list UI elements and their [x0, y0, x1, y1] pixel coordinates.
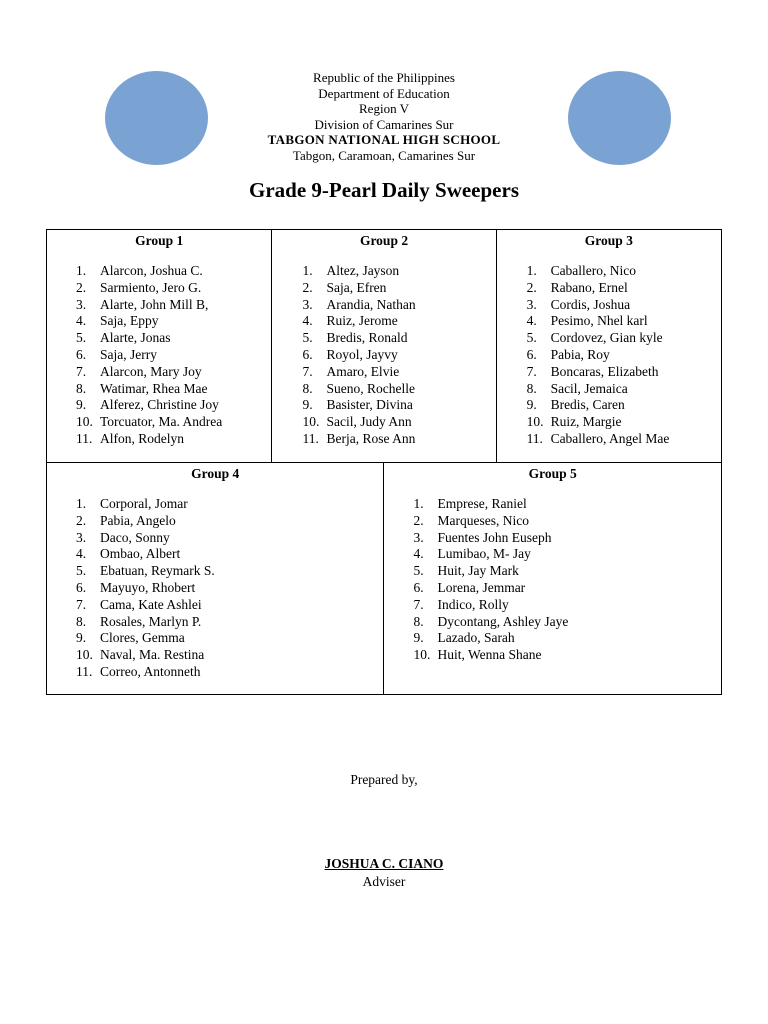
- member-name: Alarte, Jonas: [100, 330, 171, 346]
- member-number: 2.: [526, 279, 537, 295]
- member-number: 5.: [526, 330, 537, 346]
- member-name: Marqueses, Nico: [437, 512, 529, 528]
- member-item: [527, 263, 721, 280]
- header-division: Division of Camarines Sur: [314, 116, 454, 132]
- member-number: 3.: [76, 296, 87, 312]
- member-name: Caballero, Nico: [550, 263, 637, 278]
- member-number: 7.: [413, 596, 424, 612]
- member-name: Arandia, Nathan: [326, 296, 416, 312]
- group-cell: [47, 463, 384, 695]
- letterhead: [0, 70, 768, 163]
- member-name: Boncaras, Elizabeth: [550, 363, 659, 379]
- member-number: 7.: [76, 363, 87, 379]
- member-name: Cordis, Joshua: [550, 296, 631, 312]
- member-name: Ebatuan, Reymark S.: [100, 563, 215, 579]
- member-item: [76, 513, 383, 530]
- member-item: [527, 280, 721, 297]
- member-item: [76, 580, 383, 597]
- member-name: Fuentes John Euseph: [437, 529, 552, 545]
- header-address: Tabgon, Caramoan, Camarines Sur: [292, 147, 476, 163]
- member-number: 10.: [76, 647, 93, 663]
- member-name: Emprese, Raniel: [437, 496, 527, 511]
- member-name: Sarmiento, Jero G.: [100, 279, 202, 295]
- member-name: Lorena, Jemmar: [437, 579, 526, 595]
- member-number: 9.: [302, 397, 313, 413]
- member-name: Dycontang, Ashley Jaye: [437, 613, 569, 629]
- member-name: Sacil, Judy Ann: [326, 414, 412, 430]
- member-name: Alfon, Rodelyn: [100, 430, 184, 446]
- member-item: [302, 263, 495, 280]
- member-name: Indico, Rolly: [437, 596, 509, 612]
- member-number: 7.: [76, 596, 87, 612]
- member-item: [413, 597, 721, 614]
- member-number: 5.: [413, 563, 424, 579]
- member-number: 8.: [526, 380, 537, 396]
- member-name: Corporal, Jomar: [100, 496, 188, 511]
- member-name: Saja, Efren: [326, 279, 387, 295]
- member-number: 1.: [76, 263, 87, 278]
- member-number: 6.: [413, 579, 424, 595]
- member-item: [76, 364, 271, 381]
- member-item: [527, 347, 721, 364]
- member-list: [47, 496, 383, 681]
- member-number: 7.: [302, 363, 313, 379]
- member-name: Rabano, Ernel: [550, 279, 628, 295]
- member-item: [76, 496, 383, 513]
- member-list: [272, 263, 495, 448]
- member-item: [76, 647, 383, 664]
- member-item: [76, 280, 271, 297]
- member-name: Amaro, Elvie: [326, 363, 400, 379]
- member-item: [76, 330, 271, 347]
- groups-table: [46, 229, 722, 463]
- group-title: Group 5: [528, 466, 577, 481]
- signer-name: JOSHUA C. CIANO: [324, 856, 444, 871]
- member-item: [302, 414, 495, 431]
- member-number: 4.: [76, 313, 87, 329]
- group-cell: [272, 230, 496, 463]
- member-item: [76, 630, 383, 647]
- member-number: 9.: [76, 630, 87, 646]
- member-name: Royol, Jayvy: [326, 346, 398, 362]
- member-name: Alarcon, Joshua C.: [100, 263, 203, 278]
- member-number: 10.: [413, 647, 431, 663]
- member-name: Saja, Eppy: [100, 313, 159, 329]
- member-name: Cama, Kate Ashlei: [100, 596, 202, 612]
- member-item: [302, 330, 495, 347]
- member-name: Torcuator, Ma. Andrea: [100, 414, 223, 430]
- member-name: Bredis, Ronald: [326, 330, 408, 346]
- member-item: [302, 313, 495, 330]
- member-name: Huit, Wenna Shane: [437, 647, 542, 663]
- member-number: 1.: [76, 496, 87, 511]
- member-number: 10.: [526, 414, 544, 430]
- member-item: [413, 647, 721, 664]
- member-item: [527, 313, 721, 330]
- member-name: Bredis, Caren: [550, 397, 625, 413]
- member-number: 4.: [526, 313, 537, 329]
- member-name: Mayuyo, Rhobert: [100, 579, 196, 595]
- member-name: Berja, Rose Ann: [326, 430, 416, 446]
- member-item: [76, 414, 271, 431]
- member-number: 11.: [76, 430, 93, 446]
- member-name: Huit, Jay Mark: [437, 563, 519, 579]
- member-number: 1.: [526, 263, 537, 278]
- member-number: 3.: [76, 529, 87, 545]
- member-number: 9.: [413, 630, 424, 646]
- member-item: [302, 297, 495, 314]
- group-cell: [384, 463, 722, 695]
- member-item: [76, 546, 383, 563]
- member-number: 3.: [302, 296, 313, 312]
- member-number: 6.: [302, 346, 313, 362]
- member-number: 2.: [76, 279, 87, 295]
- member-number: 6.: [76, 346, 87, 362]
- member-item: [76, 397, 271, 414]
- member-item: [76, 431, 271, 448]
- member-item: [527, 330, 721, 347]
- member-item: [527, 364, 721, 381]
- member-name: Daco, Sonny: [100, 529, 170, 545]
- member-name: Alarte, John Mill B,: [100, 296, 209, 312]
- header-department: Department of Education: [318, 85, 450, 101]
- group-title: Group 3: [584, 233, 633, 248]
- member-item: [413, 563, 721, 580]
- member-item: [413, 630, 721, 647]
- member-item: [413, 530, 721, 547]
- member-number: 4.: [302, 313, 313, 329]
- member-list: [384, 496, 721, 664]
- member-name: Lumibao, M- Jay: [437, 546, 531, 562]
- group-title: Group 4: [191, 466, 240, 481]
- member-item: [76, 563, 383, 580]
- member-name: Watimar, Rhea Mae: [100, 380, 208, 396]
- member-number: 10.: [76, 414, 93, 430]
- member-item: [413, 513, 721, 530]
- member-number: 5.: [76, 563, 87, 579]
- member-name: Correo, Antonneth: [100, 663, 201, 679]
- member-item: [527, 297, 721, 314]
- member-list: [497, 263, 721, 448]
- member-name: Cordovez, Gian kyle: [550, 330, 663, 346]
- member-name: Pabia, Roy: [550, 346, 610, 362]
- member-number: 8.: [76, 613, 87, 629]
- groups-table-bottom: [46, 462, 722, 695]
- signer-role: Adviser: [362, 874, 406, 889]
- header-region: Region V: [359, 101, 409, 116]
- header-school: TABGON NATIONAL HIGH SCHOOL: [267, 132, 501, 147]
- member-number: 2.: [302, 279, 313, 295]
- member-item: [302, 431, 495, 448]
- member-name: Rosales, Marlyn P.: [100, 613, 202, 629]
- member-name: Ruiz, Jerome: [326, 313, 398, 329]
- member-number: 8.: [302, 380, 313, 396]
- member-number: 11.: [76, 663, 93, 679]
- member-name: Pabia, Angelo: [100, 512, 176, 528]
- member-item: [413, 496, 721, 513]
- member-number: 6.: [76, 579, 87, 595]
- member-list: [47, 263, 271, 448]
- member-item: [76, 664, 383, 681]
- member-item: [302, 280, 495, 297]
- member-item: [76, 263, 271, 280]
- member-number: 10.: [302, 414, 320, 430]
- member-name: Caballero, Angel Mae: [550, 430, 670, 446]
- header-country: Republic of the Philippines: [313, 70, 455, 85]
- member-item: [527, 397, 721, 414]
- group-title: Group 1: [135, 233, 184, 248]
- member-number: 7.: [526, 363, 537, 379]
- member-number: 2.: [413, 512, 424, 528]
- member-name: Ombao, Albert: [100, 546, 181, 562]
- member-item: [413, 614, 721, 631]
- member-name: Sacil, Jemaica: [550, 380, 628, 396]
- member-name: Altez, Jayson: [326, 263, 400, 278]
- member-item: [413, 546, 721, 563]
- member-number: 3.: [526, 296, 537, 312]
- member-item: [76, 597, 383, 614]
- member-item: [76, 347, 271, 364]
- member-number: 1.: [413, 496, 424, 511]
- member-number: 11.: [302, 430, 319, 446]
- member-number: 8.: [413, 613, 424, 629]
- member-item: [527, 431, 721, 448]
- member-item: [302, 364, 495, 381]
- member-item: [76, 381, 271, 398]
- group-cell: [496, 230, 721, 463]
- member-item: [76, 297, 271, 314]
- member-item: [302, 397, 495, 414]
- member-name: Ruiz, Margie: [550, 414, 622, 430]
- member-name: Saja, Jerry: [100, 346, 157, 362]
- member-name: Clores, Gemma: [100, 630, 185, 646]
- member-item: [527, 381, 721, 398]
- member-number: 9.: [526, 397, 537, 413]
- member-name: Sueno, Rochelle: [326, 380, 415, 396]
- member-item: [302, 347, 495, 364]
- member-number: 9.: [76, 397, 87, 413]
- member-number: 1.: [302, 263, 313, 278]
- member-name: Lazado, Sarah: [437, 630, 515, 646]
- member-number: 3.: [413, 529, 424, 545]
- member-name: Basister, Divina: [326, 397, 413, 413]
- member-item: [76, 614, 383, 631]
- page-title: Grade 9-Pearl Daily Sweepers: [248, 178, 520, 202]
- member-name: Alferez, Christine Joy: [100, 397, 219, 413]
- member-item: [76, 530, 383, 547]
- member-number: 8.: [76, 380, 87, 396]
- prepared-by-label: Prepared by,: [350, 772, 418, 787]
- group-cell: [47, 230, 272, 463]
- member-item: [527, 414, 721, 431]
- member-number: 4.: [76, 546, 87, 562]
- member-item: [76, 313, 271, 330]
- member-name: Pesimo, Nhel karl: [550, 313, 648, 329]
- member-number: 4.: [413, 546, 424, 562]
- member-number: 5.: [302, 330, 313, 346]
- member-number: 5.: [76, 330, 87, 346]
- group-title: Group 2: [359, 233, 409, 248]
- member-number: 6.: [526, 346, 537, 362]
- member-name: Naval, Ma. Restina: [100, 647, 205, 663]
- member-item: [302, 381, 495, 398]
- member-name: Alarcon, Mary Joy: [100, 363, 202, 379]
- member-number: 11.: [526, 430, 543, 446]
- member-number: 2.: [76, 512, 87, 528]
- member-item: [413, 580, 721, 597]
